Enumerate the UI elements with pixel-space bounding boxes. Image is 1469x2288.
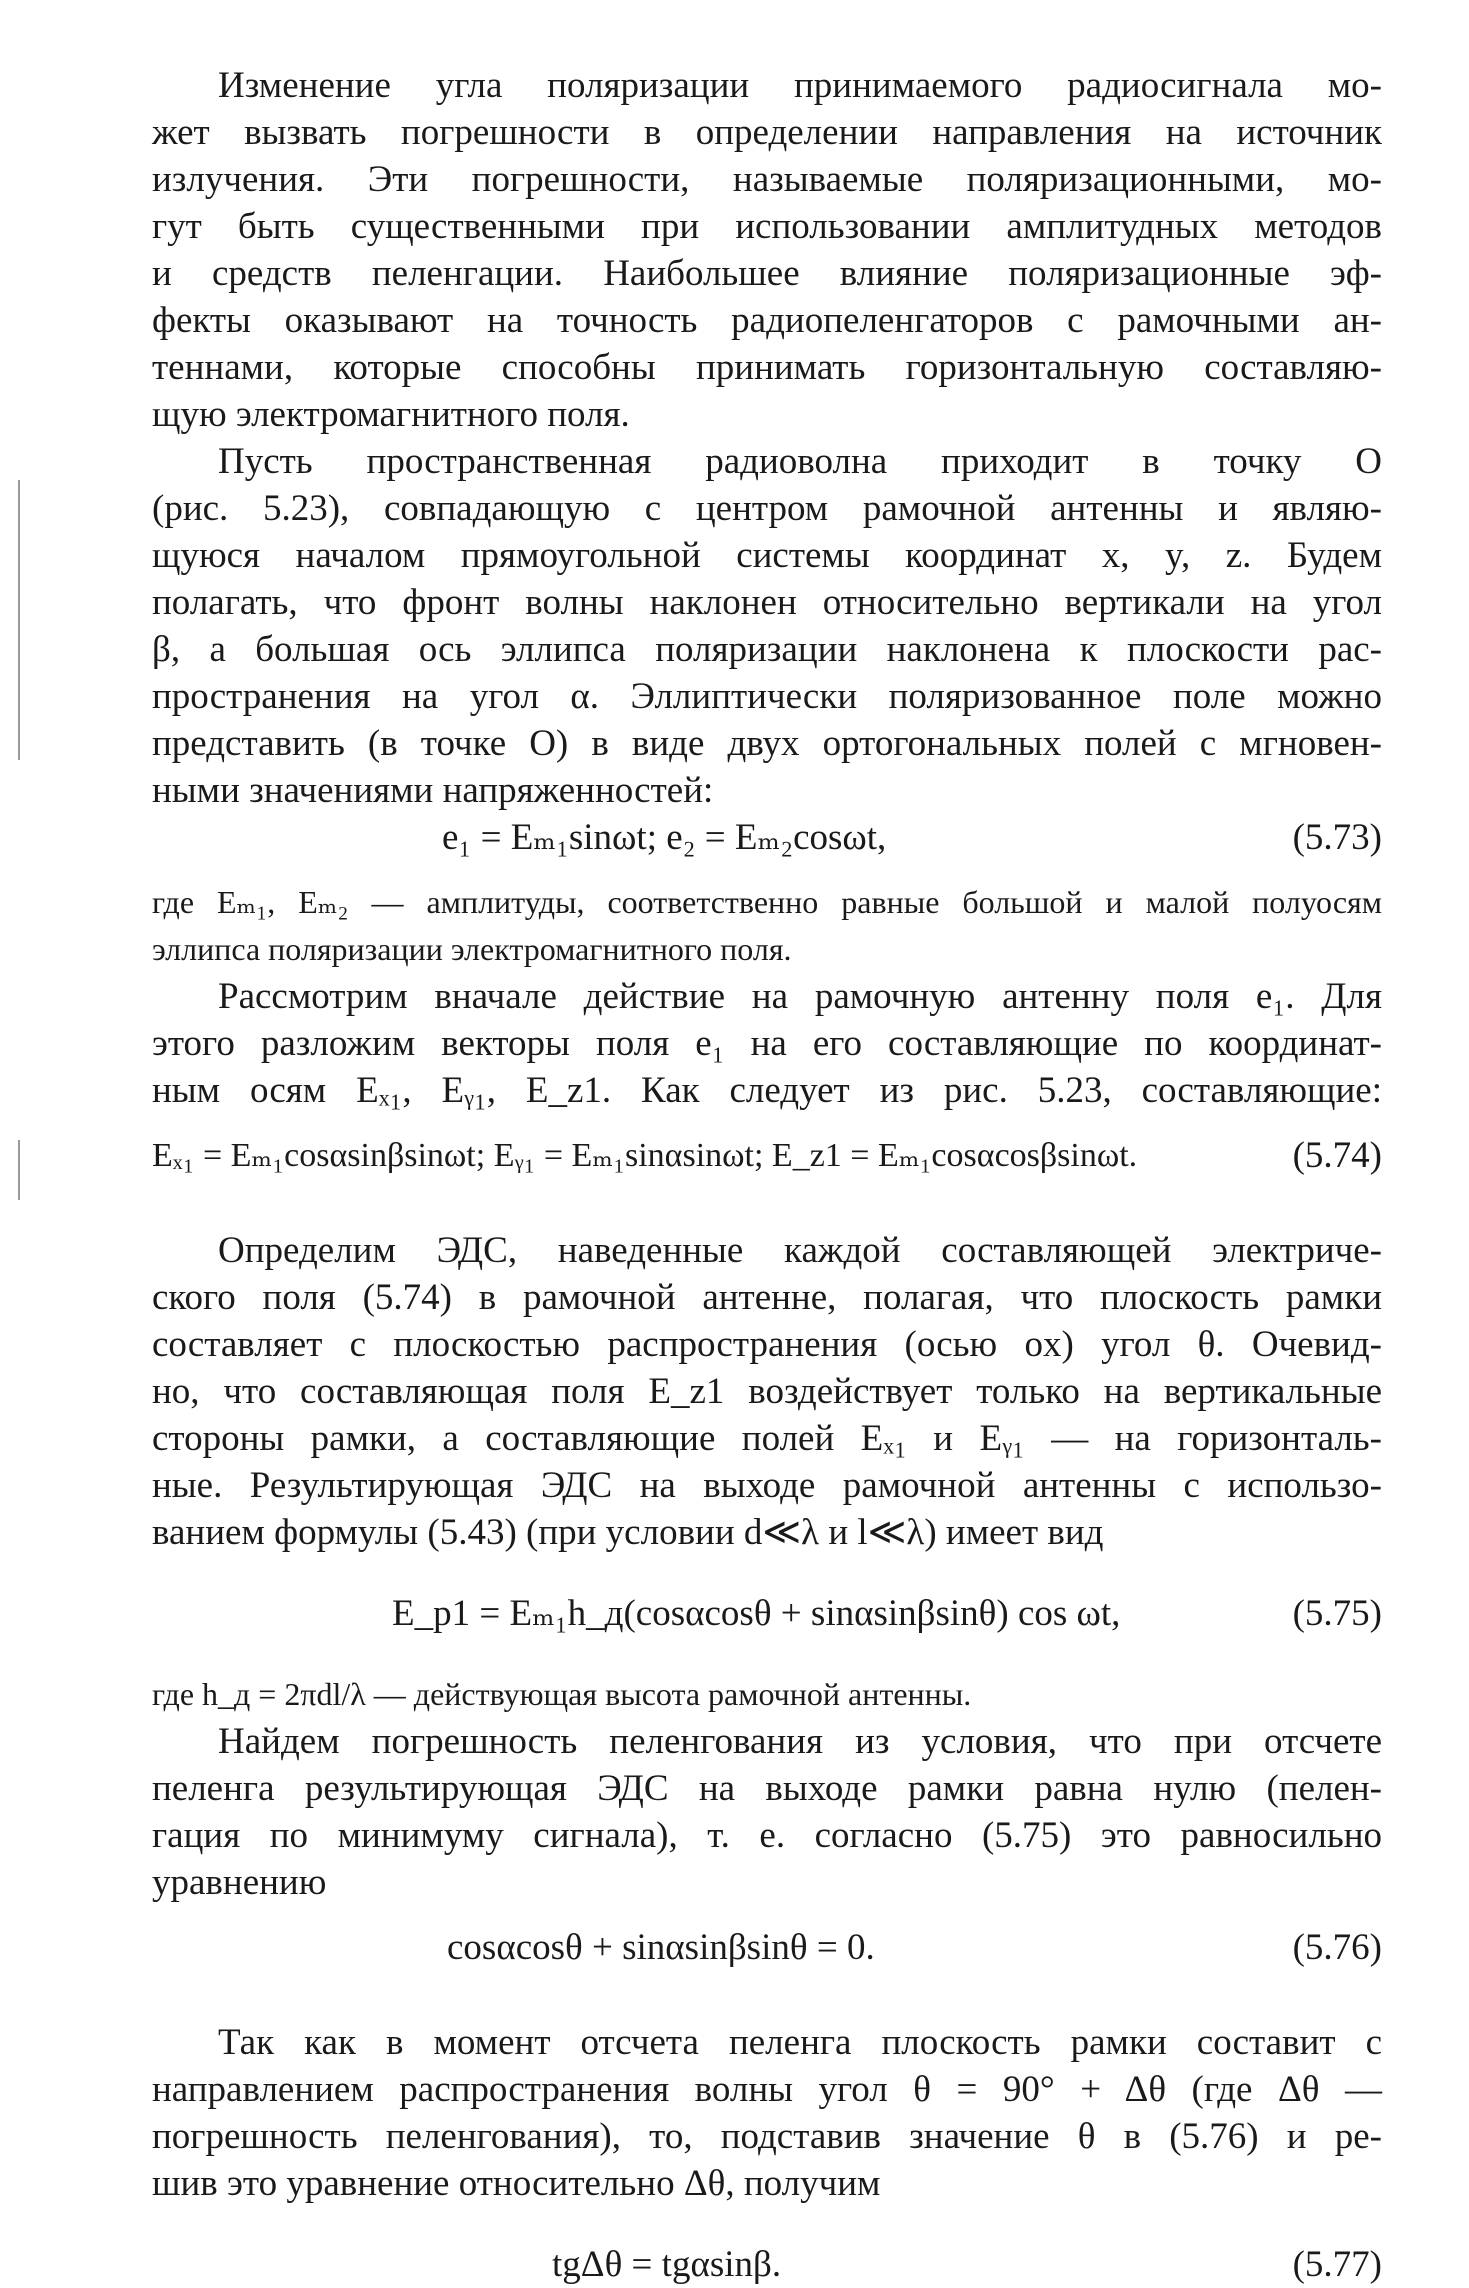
- text-line: и средств пеленгации. Наибольшее влияние поляризационные эф-: [152, 253, 1382, 294]
- text-line: Пусть пространственная радиоволна приходит в точку О: [218, 441, 1382, 482]
- equation-5-77: [152, 2241, 1382, 2288]
- equation-number: (5.75): [1292, 1593, 1382, 1634]
- text-line: β, а большая ось эллипса поляризации наклонена к плоскости рас-: [152, 629, 1382, 670]
- text-line: ные. Результирующая ЭДС на выходе рамочной антенны с использо-: [152, 1465, 1382, 1506]
- text-line: представить (в точке О) в виде двух ортогональных полей с мгновен-: [152, 723, 1382, 764]
- text-line: пространения на угол α. Эллиптически поляризованное поле можно: [152, 676, 1382, 717]
- note-line: эллипса поляризации электромагнитного поля.: [152, 931, 792, 967]
- scan-edge-mark: [18, 480, 20, 760]
- text-line: ванием формулы (5.43) (при условии d≪λ и l≪λ) имеет вид: [152, 1512, 1104, 1553]
- equation-5-75: [152, 1590, 1382, 1637]
- text-line: излучения. Эти погрешности, называемые поляризационными, мо-: [152, 159, 1382, 200]
- equation-formula: tgΔθ = tgαsinβ.: [552, 2244, 782, 2285]
- text-line: теннами, которые способны принимать горизонтальную составляю-: [152, 347, 1382, 388]
- text-line: ского поля (5.74) в рамочной антенне, полагая, что плоскость рамки: [152, 1277, 1382, 1318]
- text-line: составляет с плоскостью распространения (осью ox) угол θ. Очевид-: [152, 1324, 1382, 1365]
- equation-formula: E_p1 = Eₘ₁h_д(cosαcosθ + sinαsinβsinθ) cos ωt,: [392, 1593, 1121, 1634]
- text-line: щую электромагнитного поля.: [152, 394, 630, 435]
- equation-5-74: [152, 1132, 1382, 1179]
- equation-formula: Eₓ₁ = Eₘ₁cosαsinβsinωt; Eᵧ₁ = Eₘ₁sinαsinωt; E_z1 = Eₘ₁cosαcosβsinωt.: [152, 1137, 1138, 1174]
- text-line: гут быть существенными при использовании амплитудных методов: [152, 206, 1382, 247]
- text-line: Рассмотрим вначале действие на рамочную антенну поля e₁. Для: [218, 976, 1382, 1017]
- scan-edge-mark: [18, 1140, 20, 1200]
- equation-5-73: [152, 814, 1382, 861]
- text-line: Так как в момент отсчета пеленга плоскость рамки составит с: [218, 2022, 1382, 2063]
- text-line: но, что составляющая поля E_z1 воздействует только на вертикальные: [152, 1371, 1382, 1412]
- equation-formula: cosαcosθ + sinαsinβsinθ = 0.: [447, 1927, 875, 1968]
- text-line: направлением распространения волны угол θ = 90° + Δθ (где Δθ —: [152, 2069, 1382, 2110]
- equation-number: (5.76): [1292, 1927, 1382, 1968]
- equation-number: (5.77): [1292, 2244, 1382, 2285]
- text-line: ными значениями напряженностей:: [152, 770, 714, 811]
- text-line: Найдем погрешность пеленгования из условия, что при отсчете: [218, 1721, 1382, 1762]
- text-line: (рис. 5.23), совпадающую с центром рамочной антенны и являю-: [152, 488, 1382, 529]
- equation-formula: e₁ = Eₘ₁sinωt; e₂ = Eₘ₂cosωt,: [442, 817, 887, 858]
- equation-5-76: [152, 1924, 1382, 1971]
- equation-number: (5.74): [1292, 1135, 1382, 1176]
- text-line: пеленга результирующая ЭДС на выходе рамки равна нулю (пелен-: [152, 1768, 1382, 1809]
- note-line: где h_д = 2πdl/λ — действующая высота рамочной антенны.: [152, 1676, 972, 1712]
- equation-number: (5.73): [1292, 817, 1382, 858]
- text-line: жет вызвать погрешности в определении направления на источник: [152, 112, 1382, 153]
- text-line: погрешность пеленгования), то, подставив значение θ в (5.76) и ре-: [152, 2116, 1382, 2157]
- text-line: ным осям Eₓ₁, Eᵧ₁, E_z1. Как следует из рис. 5.23, составляющие:: [152, 1070, 1382, 1111]
- text-line: Определим ЭДС, наведенные каждой составляющей электриче-: [218, 1230, 1382, 1271]
- text-line: уравнению: [152, 1862, 327, 1903]
- text-line: стороны рамки, а составляющие полей Eₓ₁ и Eᵧ₁ — на горизонталь-: [152, 1418, 1382, 1459]
- text-line: Изменение угла поляризации принимаемого радиосигнала мо-: [218, 65, 1382, 106]
- text-line: фекты оказывают на точность радиопеленгаторов с рамочными ан-: [152, 300, 1382, 341]
- text-line: этого разложим векторы поля e₁ на его составляющие по координат-: [152, 1023, 1382, 1064]
- text-line: шив это уравнение относительно Δθ, получим: [152, 2163, 881, 2204]
- text-line: полагать, что фронт волны наклонен относительно вертикали на угол: [152, 582, 1382, 623]
- note-line: где Eₘ₁, Eₘ₂ — амплитуды, соответственно равные большой и малой полуосям: [152, 884, 1382, 920]
- page-text: [152, 62, 1382, 2288]
- text-line: щуюся началом прямоугольной системы координат x, y, z. Будем: [152, 535, 1382, 576]
- text-line: гация по минимуму сигнала), т. е. согласно (5.75) это равносильно: [152, 1815, 1382, 1856]
